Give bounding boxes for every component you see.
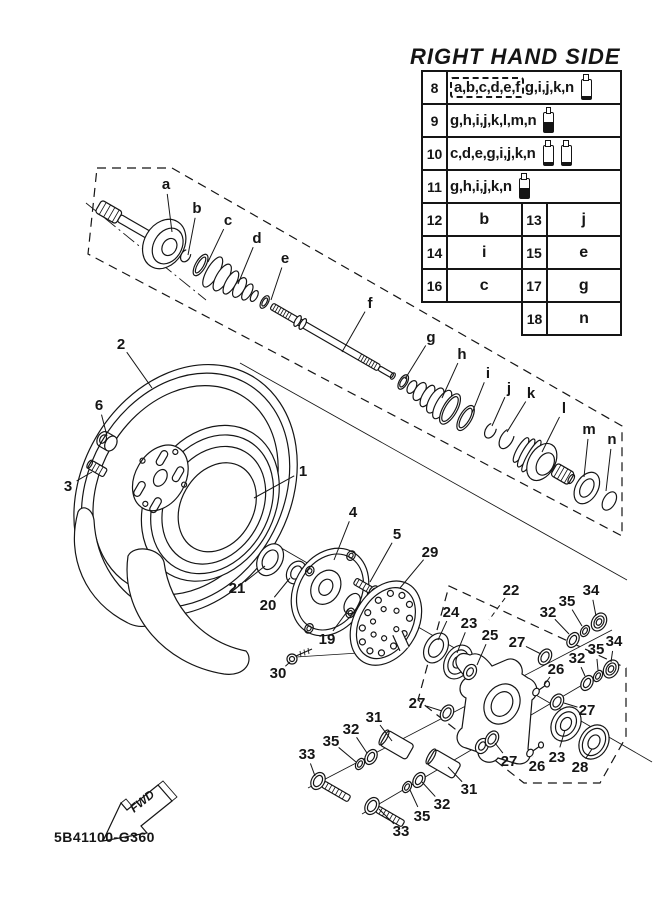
grease-tube-icon xyxy=(581,79,592,100)
callout-label-27: 27 xyxy=(408,695,426,712)
callout-label-f: f xyxy=(367,295,373,312)
callout-label-m: m xyxy=(582,421,596,438)
callout-label-35: 35 xyxy=(322,733,340,750)
ref-content xyxy=(448,138,620,169)
leader-line-i xyxy=(472,382,484,413)
callout-label-32: 32 xyxy=(539,604,557,621)
callout-label-32: 32 xyxy=(433,796,451,813)
callout-label-20: 20 xyxy=(259,597,277,614)
callout-label-c: c xyxy=(223,212,233,229)
ref-letter-group: g,h,i,j,k,n xyxy=(450,178,512,195)
ref-content xyxy=(448,105,620,136)
callout-label-27: 27 xyxy=(508,634,526,651)
ref-num: 18 xyxy=(523,303,548,334)
drive-shaft-f xyxy=(269,301,398,382)
leader-line-32 xyxy=(555,619,569,634)
leader-line-32 xyxy=(581,667,585,676)
leader-line-33 xyxy=(310,763,315,776)
callout-label-28: 28 xyxy=(571,759,589,776)
callout-label-3: 3 xyxy=(63,478,73,495)
callout-label-n: n xyxy=(607,431,617,448)
callout-label-22: 22 xyxy=(502,582,520,599)
ref-num: 14 xyxy=(423,237,448,268)
ref-num: 15 xyxy=(521,237,548,268)
leader-line-f xyxy=(342,312,365,352)
leader-line-32 xyxy=(422,782,435,797)
callout-label-6: 6 xyxy=(94,397,104,414)
clip-j xyxy=(482,423,498,441)
callout-label-j: j xyxy=(506,380,512,397)
callout-label-d: d xyxy=(252,230,262,247)
ref-boxed-group: a,b,c,d,e,f xyxy=(450,77,524,98)
cv-joint-a xyxy=(85,183,194,276)
ref-num: 17 xyxy=(521,270,548,301)
leader-line-22 xyxy=(489,598,505,620)
callout-label-h: h xyxy=(457,346,467,363)
ring-n xyxy=(599,489,619,512)
callout-label-31: 31 xyxy=(460,781,478,798)
grease-tube-icon xyxy=(543,145,554,166)
callout-label-26: 26 xyxy=(547,661,565,678)
ref-num: 9 xyxy=(423,105,448,136)
ref-row xyxy=(421,103,622,138)
callout-label-2: 2 xyxy=(116,336,126,353)
leader-line-b xyxy=(188,218,195,255)
collar-27-c xyxy=(438,703,457,724)
callout-label-32: 32 xyxy=(568,650,586,667)
washer-35-a xyxy=(579,624,592,638)
callout-label-l: l xyxy=(561,400,567,417)
leader-line-32 xyxy=(357,737,367,753)
ref-letter-group: g,i,j,k,n xyxy=(524,79,574,96)
collar-tube-31-a xyxy=(377,729,414,760)
leader-line-g xyxy=(405,346,426,379)
grease-tube-icon xyxy=(519,178,530,199)
nut-34-a xyxy=(588,610,610,633)
leader-line-35 xyxy=(597,659,598,670)
ref-letter-group: c,d,e,g,i,j,k,n xyxy=(450,145,536,162)
clip-k xyxy=(496,428,516,451)
leader-line-35 xyxy=(410,790,418,807)
boot-d xyxy=(199,254,265,312)
ref-row xyxy=(421,202,622,237)
ref-row xyxy=(421,70,622,105)
ref-value: b xyxy=(479,210,490,228)
grease-tube-icon xyxy=(561,145,572,166)
ref-value: g xyxy=(578,276,589,294)
callout-label-26: 26 xyxy=(528,758,546,775)
leader-line-2 xyxy=(127,352,152,388)
callout-label-a: a xyxy=(161,176,171,193)
ref-num: 11 xyxy=(423,171,448,202)
callout-label-19: 19 xyxy=(318,631,336,648)
washer-35-d xyxy=(401,780,414,794)
boot-h xyxy=(400,370,465,427)
leader-line-j xyxy=(492,397,505,426)
reference-table xyxy=(421,72,622,336)
callout-label-23: 23 xyxy=(460,615,478,632)
ref-num: 13 xyxy=(521,204,548,235)
fwd-label: FWD xyxy=(127,787,158,816)
page-title: RIGHT HAND SIDE xyxy=(410,44,621,69)
callout-label-30: 30 xyxy=(269,665,287,682)
callout-label-34: 34 xyxy=(605,633,623,650)
callout-label-27: 27 xyxy=(578,702,596,719)
leader-line-e xyxy=(271,267,282,300)
callout-label-29: 29 xyxy=(421,544,439,561)
callout-label-g: g xyxy=(426,329,436,346)
leader-line-m xyxy=(584,439,588,477)
callout-label-35: 35 xyxy=(558,593,576,610)
steering-knuckle-22 xyxy=(456,653,537,763)
cv-joint-l xyxy=(508,431,584,498)
ref-value: e xyxy=(579,243,589,261)
callout-label-b: b xyxy=(192,200,202,217)
callout-label-33: 33 xyxy=(392,823,410,840)
callout-label-32: 32 xyxy=(342,721,360,738)
callout-label-35: 35 xyxy=(413,808,431,825)
ref-letter-group: g,h,i,j,k,l,m,n xyxy=(450,112,537,129)
callout-label-31: 31 xyxy=(365,709,383,726)
leader-line-n xyxy=(606,449,611,491)
leader-line-35 xyxy=(572,610,582,626)
callout-label-5: 5 xyxy=(392,526,402,543)
callout-label-i: i xyxy=(485,365,491,382)
document-code: 5B41100-G360 xyxy=(54,829,155,845)
callout-label-27: 27 xyxy=(500,753,518,770)
ref-content xyxy=(448,72,620,103)
ref-row xyxy=(421,136,622,171)
seal-32-d xyxy=(410,770,428,789)
leader-line-27 xyxy=(526,646,541,654)
callout-label-33: 33 xyxy=(298,746,316,763)
callout-label-23: 23 xyxy=(548,749,566,766)
ref-value: i xyxy=(482,243,487,261)
ref-row xyxy=(521,301,622,336)
ref-value: n xyxy=(579,309,589,327)
leader-line-35 xyxy=(339,747,356,762)
ref-content xyxy=(448,171,620,202)
ref-row xyxy=(421,169,622,204)
ref-value: j xyxy=(581,210,586,228)
callout-label-24: 24 xyxy=(442,604,460,621)
callout-label-e: e xyxy=(280,250,290,267)
callout-label-4: 4 xyxy=(348,504,358,521)
ref-row xyxy=(421,268,622,303)
ref-value: c xyxy=(479,276,489,294)
ref-num: 8 xyxy=(423,72,448,103)
callout-label-21: 21 xyxy=(228,580,246,597)
leader-line-20 xyxy=(274,578,290,597)
ref-num: 10 xyxy=(423,138,448,169)
leader-line-29 xyxy=(400,560,424,588)
callout-label-35: 35 xyxy=(587,641,605,658)
ref-num: 12 xyxy=(423,204,448,235)
callout-label-k: k xyxy=(526,385,536,402)
leader-line-k xyxy=(507,402,526,432)
boot-band-e xyxy=(258,294,271,310)
callout-label-34: 34 xyxy=(582,582,600,599)
grease-tube-icon xyxy=(543,112,554,133)
ref-num: 16 xyxy=(423,270,448,301)
leader-line-34 xyxy=(593,600,596,616)
leader-line-5 xyxy=(370,543,392,582)
callout-label-25: 25 xyxy=(481,627,499,644)
ref-row xyxy=(421,235,622,270)
callout-label-1: 1 xyxy=(298,463,308,480)
